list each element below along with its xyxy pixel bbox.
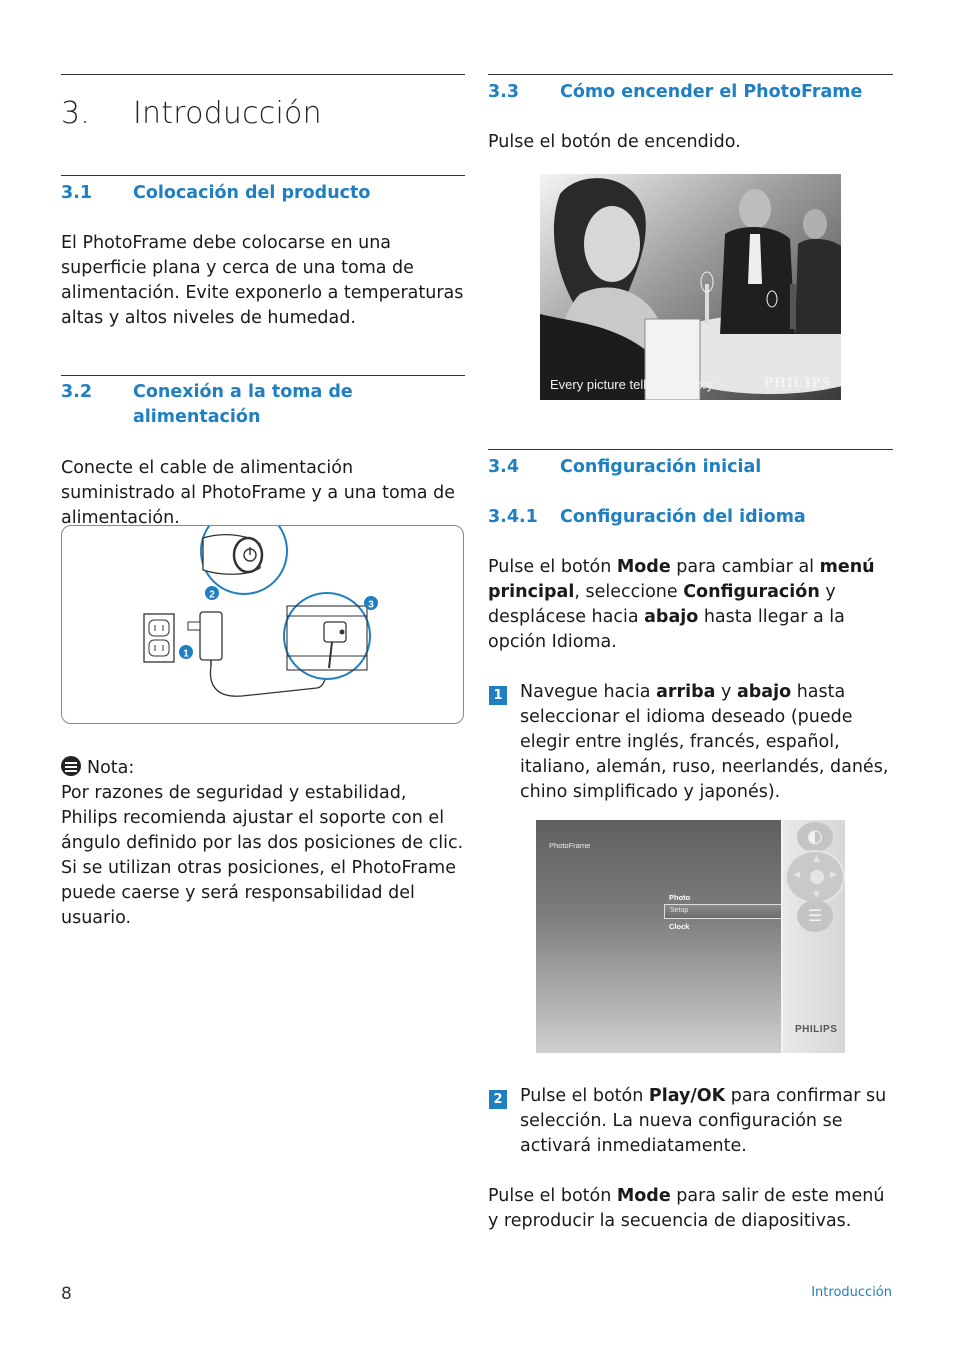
section-3-3-body: Pulse el botón de encendido. xyxy=(488,132,741,152)
top-rule-right xyxy=(488,74,893,75)
step-2-badge: 2 xyxy=(489,1088,507,1109)
section-number: 3.4.1 xyxy=(488,507,538,527)
philips-logo: PHILIPS xyxy=(763,375,831,391)
section-title-line2: alimentación xyxy=(133,407,261,427)
connection-diagram xyxy=(62,526,465,725)
callout-1-label: 1 xyxy=(183,648,189,660)
section-3-4-heading xyxy=(488,455,893,480)
down-term: abajo xyxy=(736,682,792,702)
chapter-heading xyxy=(61,96,322,131)
callout-2-label: 2 xyxy=(209,589,215,601)
note-icon xyxy=(61,756,81,776)
note-label: Nota: xyxy=(87,758,135,778)
mode-term: Mode xyxy=(616,1186,671,1206)
section-title: Configuración inicial xyxy=(560,457,762,477)
main-menu-term: menú principal xyxy=(488,557,875,602)
section-title: Cómo encender el PhotoFrame xyxy=(560,82,863,102)
section-3-2-body: Conecte el cable de alimentación suministrado al PhotoFrame y a una toma de alimentación. xyxy=(61,458,455,528)
screen-philips-logo: PHILIPS xyxy=(795,1024,838,1035)
screen-menu-setup[interactable]: Setup xyxy=(664,904,783,919)
power-connection-illustration xyxy=(61,525,464,724)
rule-3-1 xyxy=(61,175,465,176)
screen-menu-photo[interactable]: Photo xyxy=(669,893,691,902)
setup-term: Configuración xyxy=(683,582,820,602)
screen-menu-clock[interactable]: Clock xyxy=(669,922,690,931)
section-title: Configuración del idioma xyxy=(560,507,806,527)
device-screen xyxy=(536,820,845,1053)
down-term: abajo xyxy=(644,607,699,627)
section-3-4-1-intro: Pulse el botón Mode para cambiar al menú principal, seleccione Configuración y desplácese hacia abajo hasta llegar a la opción Idioma. xyxy=(488,557,875,652)
wedding-photo xyxy=(540,174,841,400)
chapter-title: Introducción xyxy=(133,96,322,131)
callout-3-label: 3 xyxy=(368,599,374,611)
photo-scene xyxy=(540,174,841,400)
section-number: 3.1 xyxy=(61,183,93,203)
note-heading xyxy=(61,756,134,781)
note-body: Por razones de seguridad y estabilidad, Philips recomienda ajustar el soporte con el ángulo definido por las dos posiciones de clic. Si se utilizan otras posiciones, el PhotoFrame puede caerse y será responsabilidad del usuario. xyxy=(61,783,464,928)
power-button-detail xyxy=(201,526,287,594)
section-3-4-1-outro: Pulse el botón Mode para salir de este menú y reproducir la secuencia de diapositivas. xyxy=(488,1186,885,1231)
page-number: 8 xyxy=(61,1284,72,1304)
wall-outlet-icon xyxy=(144,614,174,662)
section-number: 3.4 xyxy=(488,457,520,477)
top-rule-left xyxy=(61,74,465,75)
step-2-text: Pulse el botón Play/OK para confirmar su selección. La nueva configuración se activará inmediatamente. xyxy=(520,1086,887,1156)
globe-icon[interactable]: ◐ xyxy=(797,822,833,852)
menu-list-icon[interactable]: ☰ xyxy=(797,900,833,932)
mode-term: Mode xyxy=(616,557,671,577)
section-3-1-heading xyxy=(61,181,465,206)
section-number: 3.3 xyxy=(488,82,520,102)
frame-port-detail xyxy=(284,593,370,679)
rule-3-2 xyxy=(61,375,465,376)
footer-section-name: Introducción xyxy=(811,1285,892,1300)
power-adapter-icon xyxy=(188,612,222,666)
screen-title: PhotoFrame xyxy=(549,841,591,850)
section-number: 3.2 xyxy=(61,382,93,402)
step-1-text: Navegue hacia arriba y abajo hasta seleccionar el idioma deseado (puede elegir entre inglés, francés, español, italiano, alemán, ruso, neerlandés, danés, chino simplificado y japonés). xyxy=(520,682,889,802)
section-3-4-1-heading xyxy=(488,505,893,530)
section-title: Colocación del producto xyxy=(133,183,371,203)
photo-caption: Every picture tells your story xyxy=(550,377,714,392)
chapter-number: 3. xyxy=(61,96,91,131)
up-term: arriba xyxy=(656,682,716,702)
section-title-line1: Conexión a la toma de xyxy=(133,382,353,402)
navigation-pad-icon[interactable]: ▲ ▼ ◀ ▶ xyxy=(785,850,845,904)
play-ok-term: Play/OK xyxy=(648,1086,726,1106)
step-1-badge: 1 xyxy=(489,684,507,705)
section-3-1-body: El PhotoFrame debe colocarse en una superficie plana y cerca de una toma de alimentación. Evite exponerlo a temperaturas altas y altos niveles de humedad. xyxy=(61,233,464,328)
screen-side-panel xyxy=(781,820,845,1053)
section-3-3-heading xyxy=(488,80,893,105)
rule-3-4 xyxy=(488,449,893,450)
section-3-2-heading xyxy=(61,380,465,430)
